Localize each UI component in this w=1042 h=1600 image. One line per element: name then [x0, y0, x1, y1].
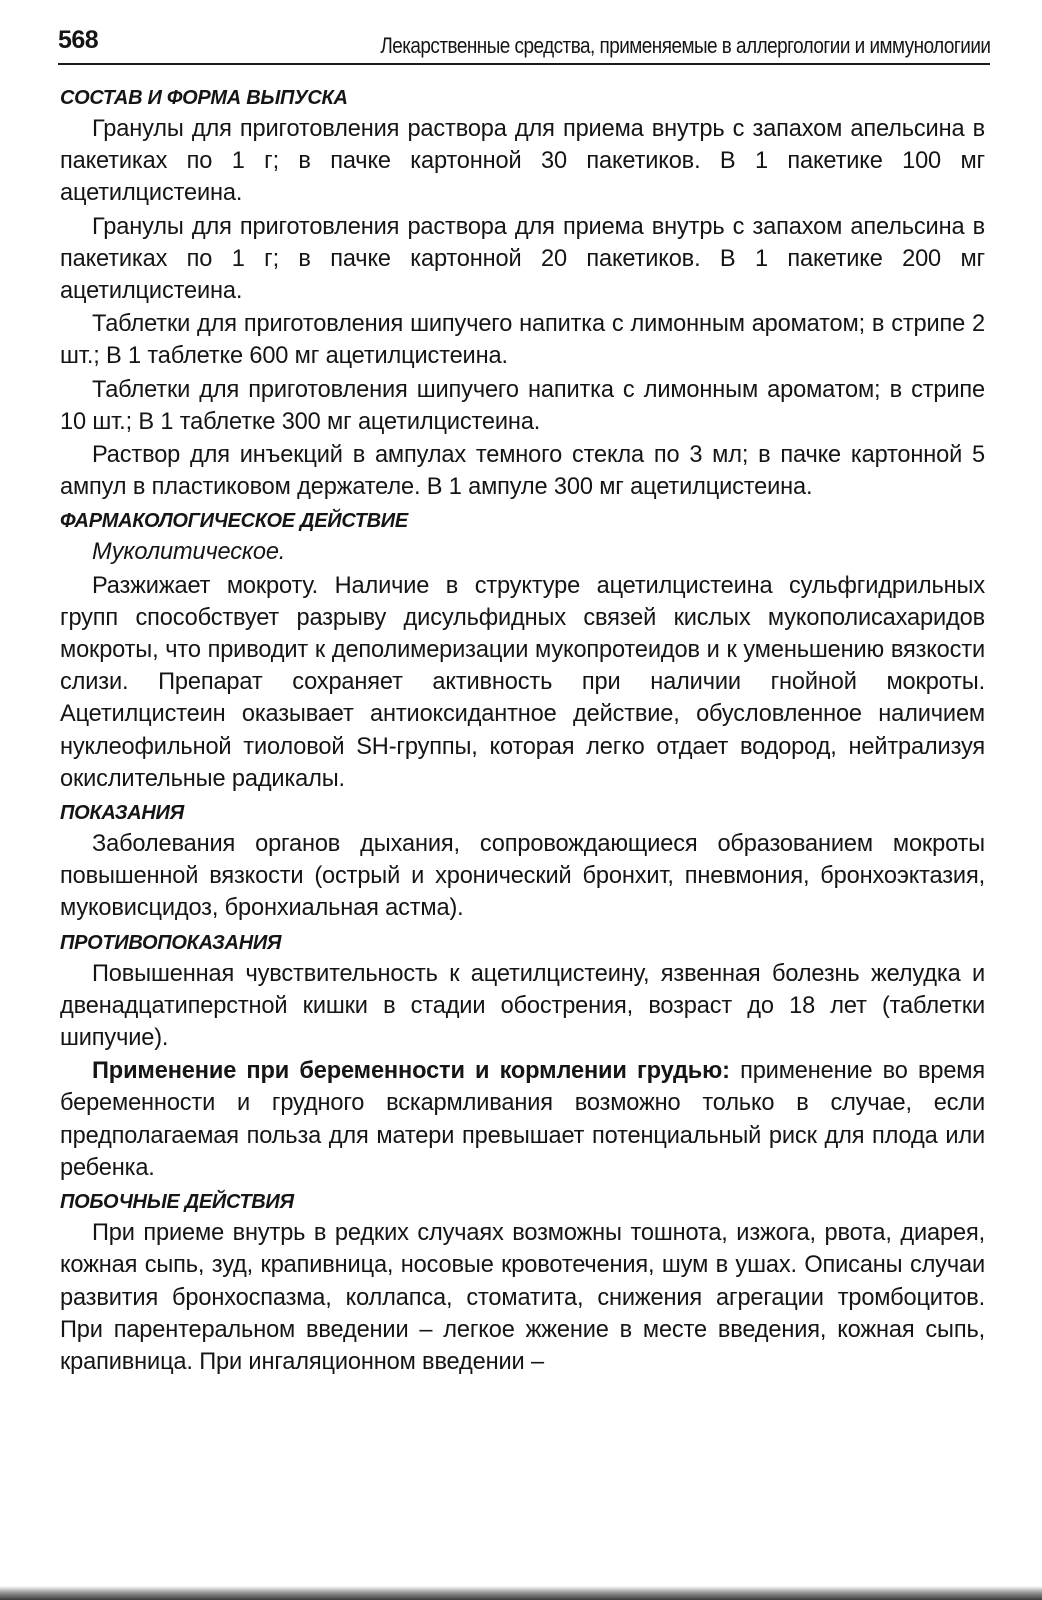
section-indications: [60, 798, 985, 925]
paragraph: Таблетки для приготовления шипучего напитка с лимонным ароматом; в стрипе 10 шт.; В 1 таблетке 300 мг ацетилцистеина.: [60, 376, 985, 435]
running-title: Лекарственные средства, применяемые в аллергологии и иммунологиии: [379, 33, 990, 58]
scan-bottom-edge: [0, 1586, 1042, 1600]
paragraph: При приеме внутрь в редких случаях возможны тошнота, изжога, рвота, диарея, кожная сыпь, зуд, крапивница, носовые кровотечения, шум в ушах. Описаны случаи развития бронхоспазма, коллапса, стоматита, снижения агрегации тромбоцитов. При парентеральном введении – легкое жжение в месте введения, кожная сыпь, крапивница. При ингаляционном введении –: [60, 1220, 985, 1375]
pregnancy-lead: Применение при беременности и кормлении грудью:: [92, 1058, 730, 1085]
section-pharmacology: [60, 506, 985, 795]
header-rule: [58, 63, 990, 65]
paragraph: Таблетки для приготовления шипучего напитка с лимонным ароматом; в стрипе 2 шт.; В 1 таблетке 600 мг ацетилцистеина.: [60, 311, 985, 370]
page-number: 568: [58, 26, 99, 54]
pregnancy-text: применение во время беременности и грудного вскармливания возможно только в случае, если предполагаемая польза для матери превышает потенциальный риск для плода или ребенка.: [60, 1058, 985, 1181]
paragraph: Разжижает мокроту. Наличие в структуре ацетилцистеина сульфгидрильных групп способствует разрыву дисульфидных связей кислых мукополисахаридов мокроты, что приводит к деполимеризации мукопротеидов и к уменьшению вязкости слизи. Препарат сохраняет активность при наличии гнойной мокроты. Ацетилцистеин оказывает антиоксидантное действие, обусловленное наличием нуклеофильной тиоловой SH-группы, которая легко отдает водород, нейтрализуя окислительные радикалы.: [60, 572, 985, 792]
section-composition: [60, 83, 985, 503]
paragraph: Гранулы для приготовления раствора для приема внутрь с запахом апельсина в пакетиках по 1 г; в пачке картонной 30 пакетиков. В 1 пакетике 100 мг ацетилцистеина.: [60, 116, 985, 207]
paragraph: Гранулы для приготовления раствора для приема внутрь с запахом апельсина в пакетиках по 1 г; в пачке картонной 20 пакетиков. В 1 пакетике 200 мг ацетилцистеина.: [60, 213, 985, 305]
section-heading: ПОБОЧНЫЕ ДЕЙСТВИЯ: [60, 1191, 294, 1214]
section-heading: ПОКАЗАНИЯ: [60, 802, 184, 825]
section-heading: ПРОТИВОПОКАЗАНИЯ: [60, 931, 282, 954]
page-header: [58, 20, 990, 64]
article-body: [60, 80, 985, 1379]
section-side-effects: [60, 1187, 985, 1378]
section-contraindications: [60, 928, 985, 1184]
pregnancy-paragraph: [60, 1055, 985, 1184]
section-heading: ФАРМАКОЛОГИЧЕСКОЕ ДЕЙСТВИЕ: [60, 510, 408, 533]
section-heading: СОСТАВ И ФОРМА ВЫПУСКА: [60, 87, 348, 109]
italic-summary: Муколитическое.: [92, 539, 286, 566]
paragraph: Раствор для инъекций в ампулах темного стекла по 3 мл; в пачке картонной 5 ампул в пластиковом держателе. В 1 ампуле 300 мг ацетилцистеина.: [60, 442, 985, 501]
paragraph: Заболевания органов дыхания, сопровождающиеся образованием мокроты повышенной вязкости (острый и хронический бронхит, пневмония, бронхоэктазия, муковисцидоз, бронхиальная астма).: [60, 831, 985, 922]
paragraph: Повышенная чувствительность к ацетилцистеину, язвенная болезнь желудка и двенадцатиперстной кишки в стадии обострения, возраст до 18 лет (таблетки шипучие).: [60, 960, 985, 1052]
